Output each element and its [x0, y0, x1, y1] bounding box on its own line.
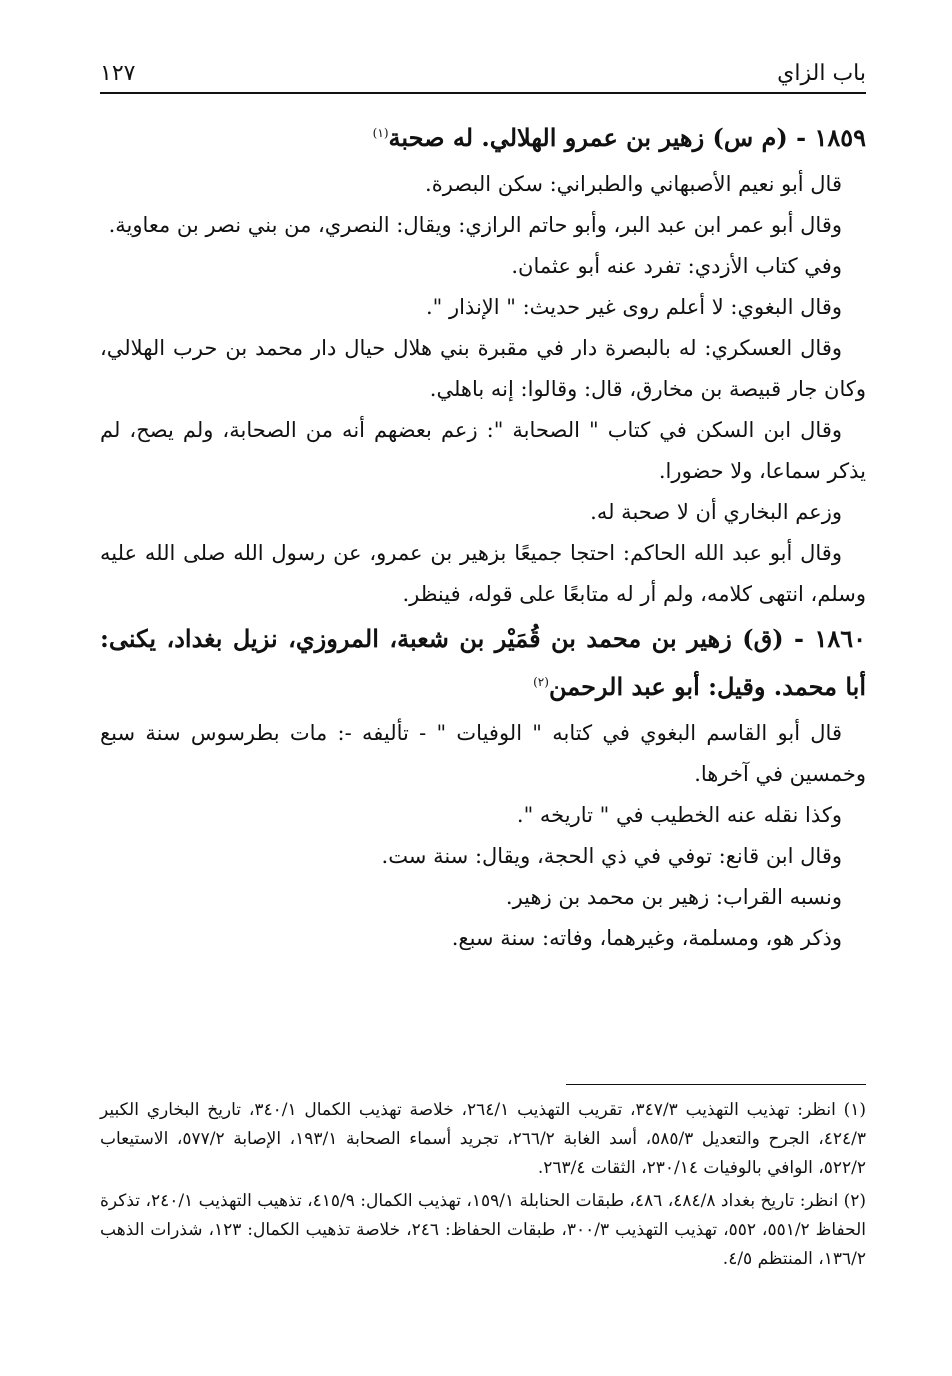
page-number: ١٢٧: [100, 61, 136, 86]
main-text: [100, 114, 866, 959]
paragraph: وقال أبو عمر ابن عبد البر، وأبو حاتم الرازي: ويقال: النصري، من بني نصر بن معاوية.: [108, 213, 842, 237]
footnote-ref: (١): [372, 126, 389, 140]
entry-heading: [100, 615, 866, 711]
footnote-ref: (٢): [533, 675, 549, 689]
paragraph: وفي كتاب الأزدي: تفرد عنه أبو عثمان.: [511, 254, 842, 278]
footnote-separator: [566, 1084, 866, 1085]
footnotes: [100, 1096, 866, 1278]
paragraph: وزعم البخاري أن لا صحبة له.: [590, 500, 842, 524]
paragraph: وقال ابن قانع: توفي في ذي الحجة، ويقال: سنة ست.: [381, 844, 842, 868]
entry-1859: [100, 114, 866, 615]
entry-heading-text: ١٨٥٩ - (م س) زهير بن عمرو الهلالي. له صحبة: [388, 123, 866, 152]
paragraph: وكذا نقله عنه الخطيب في " تاريخه ".: [516, 803, 842, 827]
paragraph: وقال ابن السكن في كتاب " الصحابة ": زعم بعضهم أنه من الصحابة، ولم يصح، لم يذكر سماعا، ولا حضورا.: [100, 418, 866, 483]
entry-heading: [100, 114, 866, 162]
entry-heading-text: ١٨٦٠ - (ق) زهير بن محمد بن قُمَيْر بن شعبة، المروزي، نزيل بغداد، يكنى: أبا محمد. وقيل: أبو عبد الرحمن: [100, 624, 866, 701]
paragraph: وذكر هو، ومسلمة، وغيرهما، وفاته: سنة سبع.: [451, 926, 842, 950]
paragraph: وقال العسكري: له بالبصرة دار في مقبرة بني هلال حيال دار محمد بن حرب الهلالي، وكان جار قبيصة بن مخارق، قال: وقالوا: إنه باهلي.: [100, 336, 866, 401]
footnote-2: (٢) انظر: تاريخ بغداد ٤٨٤/٨، ٤٨٦، طبقات الحنابلة ١٥٩/١، تهذيب الكمال: ٤١٥/٩، تذهيب التهذيب ٢٤٠/١، تذكرة الحفاظ ٥٥١/٢، ٥٥٢، تهذيب التهذيب ٣٠٠/٣، طبقات الحفاظ: ٢٤٦، خلاصة تذهيب الكمال: ١٢٣، شذرات الذهب ١٣٦/٢، المنتظم ٤/٥.: [100, 1191, 867, 1269]
chapter-title: باب الزاي: [777, 61, 866, 86]
paragraph: وقال البغوي: لا أعلم روى غير حديث: " الإنذار ".: [425, 295, 842, 319]
paragraph: وقال أبو عبد الله الحاكم: احتجا جميعًا بزهير بن عمرو، عن رسول الله صلى الله عليه وسلم، انتهى كلامه، ولم أر له متابعًا على قوله، فينظر.: [100, 541, 866, 606]
paragraph: قال أبو القاسم البغوي في كتابه " الوفيات " - تأليفه -: مات بطرسوس سنة سبع وخمسين في آخرها.: [100, 721, 866, 786]
paragraph: ونسبه القراب: زهير بن محمد بن زهير.: [505, 885, 842, 909]
footnote-1: (١) انظر: تهذيب التهذيب ٣٤٧/٣، تقريب التهذيب ٢٦٤/١، خلاصة تهذيب الكمال ٣٤٠/١، تاريخ البخاري الكبير ٤٢٤/٣، الجرح والتعديل ٥٨٥/٣، أسد الغابة ٢٦٦/٢، تجريد أسماء الصحابة ١٩٣/١، الإصابة ٥٧٧/٢، الاستيعاب ٥٢٢/٢، الوافي بالوفيات ٢٣٠/١٤، الثقات ٢٦٣/٤.: [100, 1100, 867, 1178]
paragraph: قال أبو نعيم الأصبهاني والطبراني: سكن البصرة.: [425, 172, 842, 196]
running-header: [100, 58, 866, 94]
entry-1860: [100, 615, 866, 959]
